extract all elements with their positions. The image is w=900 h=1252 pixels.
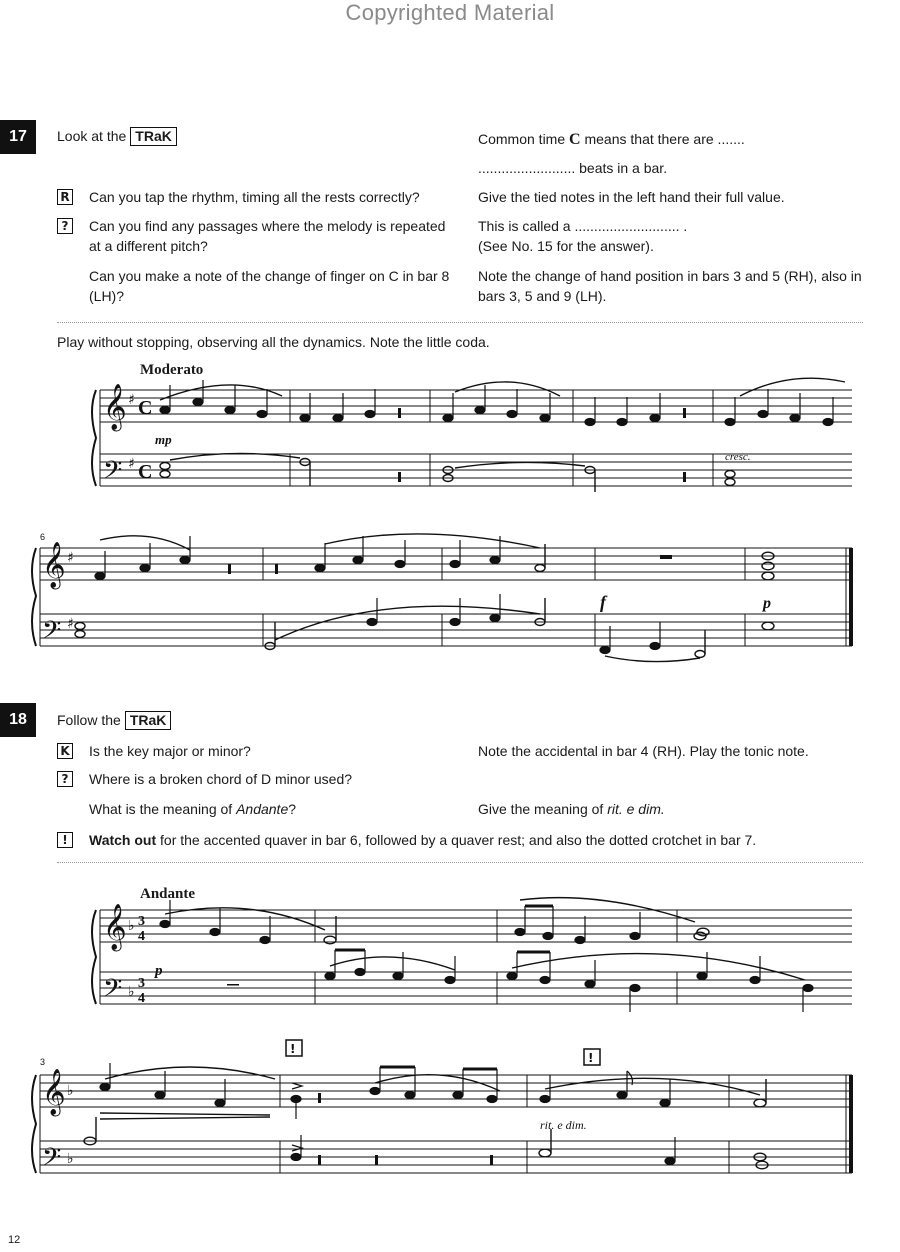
common-time-symbol: C bbox=[569, 131, 581, 148]
svg-text:3: 3 bbox=[138, 976, 145, 991]
andante-question bbox=[89, 799, 296, 819]
dynamic-f: f bbox=[600, 592, 606, 612]
svg-text:♭: ♭ bbox=[128, 984, 135, 1000]
exercise-number-18: 18 bbox=[0, 703, 36, 737]
andante-word: Andante bbox=[236, 801, 289, 817]
question-icon: ? bbox=[57, 218, 73, 234]
divider bbox=[57, 322, 863, 323]
svg-text:♯: ♯ bbox=[67, 550, 74, 566]
dynamic-cresc: cresc. bbox=[725, 451, 751, 463]
key-question: Is the key major or minor? bbox=[89, 743, 251, 759]
trak-badge: TRaK bbox=[130, 127, 177, 146]
follow-label: Follow the bbox=[57, 712, 121, 728]
rit-meaning-text bbox=[478, 799, 665, 819]
see-answer-text: (See No. 15 for the answer). bbox=[478, 238, 654, 254]
dynamic-mp: mp bbox=[155, 432, 172, 447]
rit-word: rit. e dim. bbox=[607, 801, 665, 817]
exclamation-icon: ! bbox=[57, 832, 73, 848]
svg-text:4: 4 bbox=[138, 929, 145, 944]
play-instruction: Play without stopping, observing all the dynamics. Note the little coda. bbox=[57, 334, 490, 350]
common-time-label: Common time bbox=[478, 131, 566, 147]
accidental-text: Note the accidental in bar 4 (RH). Play the tonic note. bbox=[478, 743, 809, 759]
svg-text:𝄞: 𝄞 bbox=[103, 384, 127, 430]
exercise-number-17: 17 bbox=[0, 120, 36, 154]
divider bbox=[57, 862, 863, 863]
svg-text:𝄢: 𝄢 bbox=[103, 456, 123, 491]
common-time-text bbox=[478, 129, 745, 150]
copyright-watermark: Copyrighted Material bbox=[345, 0, 555, 25]
score-17-system-1 bbox=[0, 380, 900, 510]
called-text: This is called a ........................... . bbox=[478, 218, 688, 234]
beats-in-bar: ......................... beats in a bar. bbox=[478, 160, 668, 176]
svg-text:4: 4 bbox=[138, 991, 145, 1006]
hand-position-text: Note the change of hand position in bars 3 and 5 (RH), also in bars 3, 5 and 9 (LH). bbox=[478, 268, 862, 304]
bar-number-6: 6 bbox=[40, 532, 46, 542]
trak-badge: TRaK bbox=[125, 711, 172, 730]
andante-q-end: ? bbox=[288, 801, 297, 817]
andante-q-start: What is the meaning of bbox=[89, 801, 233, 817]
score-exclamation-1: ! bbox=[290, 1042, 296, 1056]
svg-text:♯: ♯ bbox=[67, 616, 74, 632]
svg-text:♯: ♯ bbox=[128, 392, 135, 408]
melody-question: Can you find any passages where the melody is repeated at a different pitch? bbox=[89, 218, 446, 254]
dynamic-p: p bbox=[155, 963, 163, 979]
watch-out-rest: for the accented quaver in bar 6, followed by a quaver rest; and also the dotted crotchet in bar 7. bbox=[160, 832, 757, 848]
svg-text:C: C bbox=[138, 461, 153, 483]
follow-the-trak bbox=[57, 710, 171, 730]
svg-text:♭: ♭ bbox=[67, 1083, 74, 1099]
dynamic-p: p bbox=[763, 595, 771, 612]
svg-text:𝄞: 𝄞 bbox=[42, 1069, 66, 1115]
svg-text:C: C bbox=[138, 397, 153, 419]
svg-text:♯: ♯ bbox=[128, 456, 135, 472]
look-label: Look at the bbox=[57, 128, 127, 144]
broken-chord-question: Where is a broken chord of D minor used? bbox=[89, 771, 353, 787]
tempo-moderato: Moderato bbox=[140, 362, 204, 378]
score-exclamation-2: ! bbox=[588, 1051, 594, 1065]
watch-out-text bbox=[89, 830, 756, 850]
question-icon: ? bbox=[57, 771, 73, 787]
look-at-trak bbox=[57, 126, 177, 146]
svg-text:𝄢: 𝄢 bbox=[42, 1143, 62, 1178]
score-18-system-1 bbox=[0, 900, 900, 1030]
rit-e-dim-marking: rit. e dim. bbox=[540, 1118, 587, 1132]
page-number: 12 bbox=[8, 1234, 21, 1246]
svg-text:𝄢: 𝄢 bbox=[42, 616, 62, 651]
tempo-andante: Andante bbox=[140, 886, 196, 902]
rit-label: Give the meaning of bbox=[478, 801, 604, 817]
svg-text:♭: ♭ bbox=[128, 918, 135, 934]
svg-text:3: 3 bbox=[138, 914, 145, 929]
svg-text:𝄞: 𝄞 bbox=[42, 542, 66, 588]
bar-number-3: 3 bbox=[40, 1057, 46, 1067]
common-time-rest: means that there are ....... bbox=[584, 131, 745, 147]
svg-text:𝄞: 𝄞 bbox=[103, 904, 127, 950]
svg-text:𝄢: 𝄢 bbox=[103, 974, 123, 1009]
tied-notes-text: Give the tied notes in the left hand their full value. bbox=[478, 189, 785, 205]
svg-text:♭: ♭ bbox=[67, 1151, 74, 1167]
score-17-system-2 bbox=[0, 532, 900, 670]
score-18-system-2 bbox=[0, 1035, 900, 1215]
tap-rhythm-question: Can you tap the rhythm, timing all the rests correctly? bbox=[89, 189, 420, 205]
key-icon: K bbox=[57, 743, 73, 759]
rhythm-icon: R bbox=[57, 189, 73, 205]
finger-question: Can you make a note of the change of finger on C in bar 8 (LH)? bbox=[89, 268, 450, 304]
watch-out-bold: Watch out bbox=[89, 832, 157, 848]
